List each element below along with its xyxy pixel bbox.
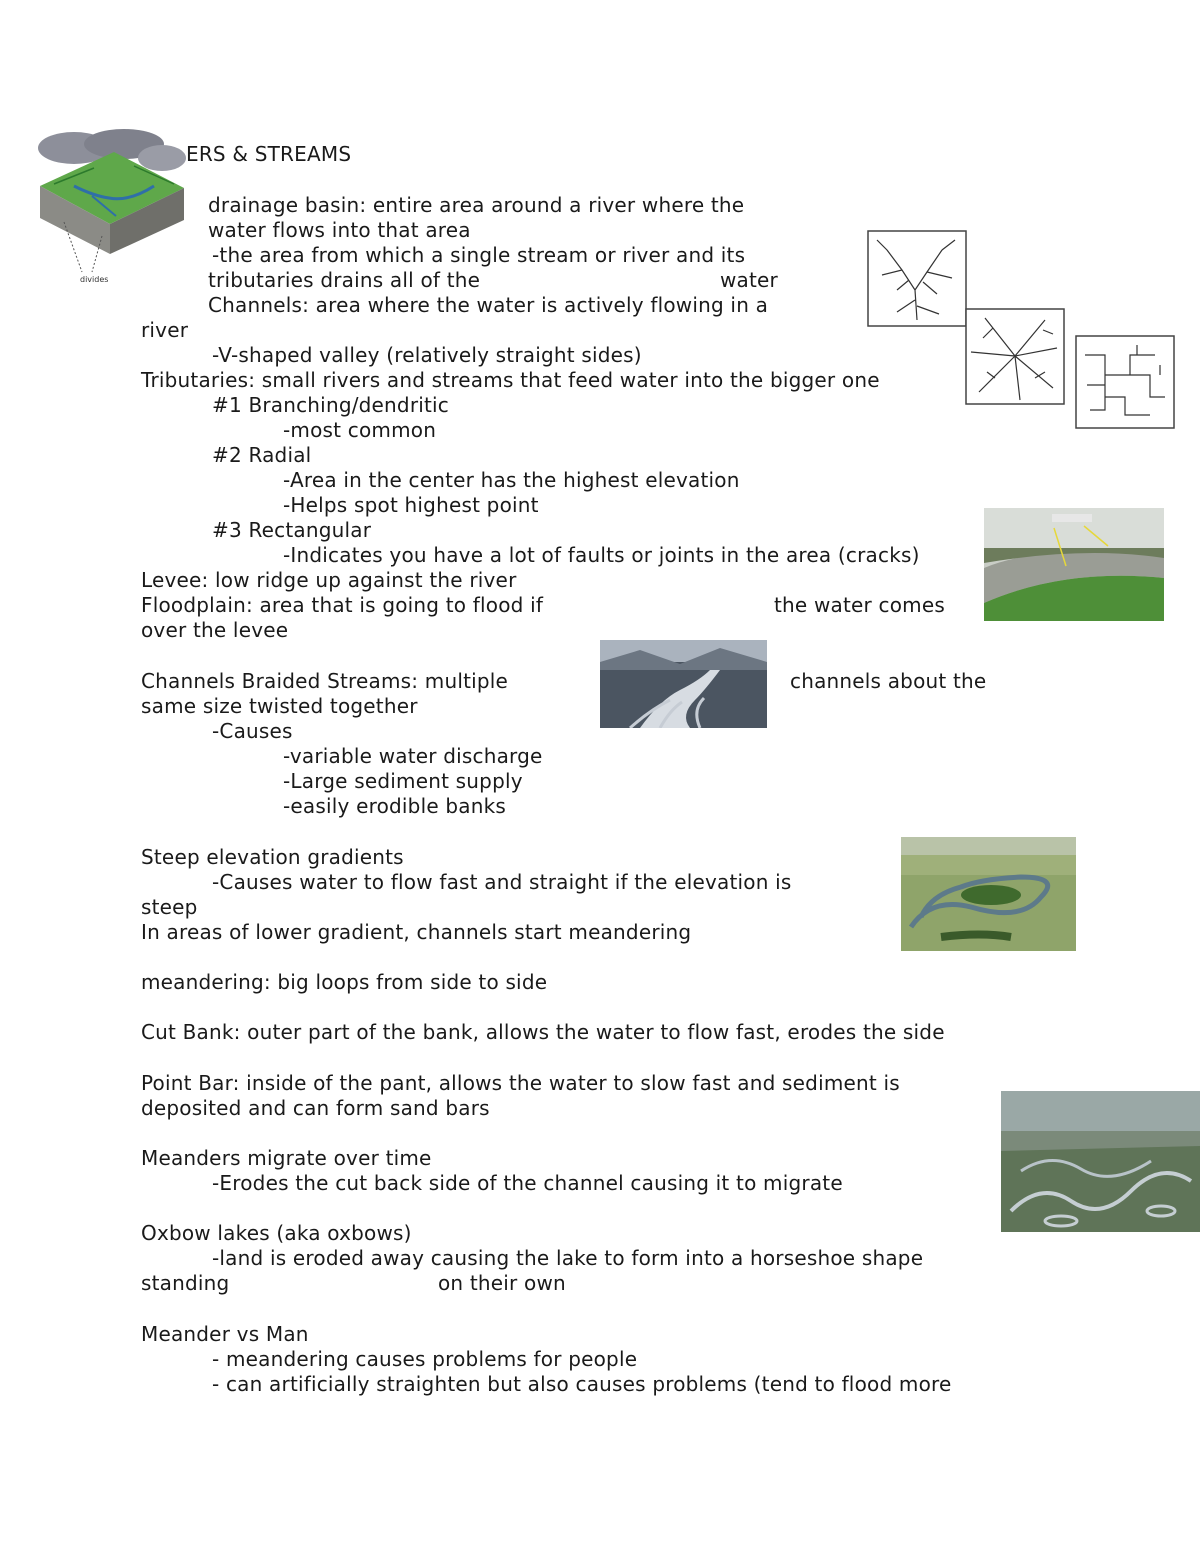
text-line: In areas of lower gradient, channels start meandering xyxy=(141,920,692,944)
text-line: meandering: big loops from side to side xyxy=(141,970,548,994)
text-line: #1 Branching/dendritic xyxy=(212,393,449,417)
text-line: - meandering causes problems for people xyxy=(212,1347,638,1371)
dendritic-pattern-figure xyxy=(867,230,967,327)
text-line: Channels: area where the water is actively flowing in a xyxy=(208,293,769,317)
text-line: -easily erodible banks xyxy=(283,794,507,818)
text-line: Tributaries: small rivers and streams that feed water into the bigger one xyxy=(141,368,880,392)
text-line: water flows into that area xyxy=(208,218,471,242)
diagram-label-divides: divides xyxy=(80,275,109,284)
text-line: Meanders migrate over time xyxy=(141,1146,432,1170)
text-line: Levee: low ridge up against the river xyxy=(141,568,517,592)
text-line: river xyxy=(141,318,189,342)
text-line: Point Bar: inside of the pant, allows the water to slow fast and sediment is xyxy=(141,1071,900,1095)
text-line: -Large sediment supply xyxy=(283,769,523,793)
text-line: water xyxy=(720,268,778,292)
meandering-river-photo xyxy=(901,837,1076,951)
text-line: -the area from which a single stream or river and its xyxy=(212,243,746,267)
text-line: -Erodes the cut back side of the channel causing it to migrate xyxy=(212,1171,843,1195)
text-line: deposited and can form sand bars xyxy=(141,1096,490,1120)
text-line: -Indicates you have a lot of faults or joints in the area (cracks) xyxy=(283,543,920,567)
text-line: drainage basin: entire area around a river where the xyxy=(208,193,745,217)
text-line: tributaries drains all of the xyxy=(208,268,481,292)
text-line: steep xyxy=(141,895,198,919)
text-line: Meander vs Man xyxy=(141,1322,309,1346)
radial-pattern-figure xyxy=(965,308,1065,405)
rectangular-pattern-figure xyxy=(1075,335,1175,429)
text-line: -variable water discharge xyxy=(283,744,543,768)
text-line: -Area in the center has the highest elevation xyxy=(283,468,740,492)
text-line: the water comes xyxy=(774,593,945,617)
text-line: Oxbow lakes (aka oxbows) xyxy=(141,1221,412,1245)
text-line: #2 Radial xyxy=(212,443,312,467)
braided-stream-photo xyxy=(600,640,767,728)
page-title: ERS & STREAMS xyxy=(186,142,352,166)
text-line: -land is eroded away causing the lake to form into a horseshoe shape xyxy=(212,1246,924,1270)
oxbow-lakes-photo xyxy=(1001,1091,1200,1232)
text-line: -V-shaped valley (relatively straight sides) xyxy=(212,343,642,367)
text-line: same size twisted together xyxy=(141,694,418,718)
text-line: channels about the xyxy=(790,669,987,693)
text-line: -Causes water to flow fast and straight if the elevation is xyxy=(212,870,792,894)
levee-photo xyxy=(984,508,1164,621)
text-line: on their own xyxy=(438,1271,566,1295)
text-line: #3 Rectangular xyxy=(212,518,372,542)
watershed-diagram xyxy=(34,126,186,288)
text-line: Floodplain: area that is going to flood if xyxy=(141,593,544,617)
text-line: - can artificially straighten but also causes problems (tend to flood more xyxy=(212,1372,952,1396)
text-line: Steep elevation gradients xyxy=(141,845,404,869)
text-line: -Helps spot highest point xyxy=(283,493,539,517)
text-line: over the levee xyxy=(141,618,289,642)
text-line: Channels Braided Streams: multiple xyxy=(141,669,509,693)
text-line: -Causes xyxy=(212,719,293,743)
text-line: Cut Bank: outer part of the bank, allows the water to flow fast, erodes the side xyxy=(141,1020,945,1044)
text-line: -most common xyxy=(283,418,437,442)
text-line: standing xyxy=(141,1271,230,1295)
